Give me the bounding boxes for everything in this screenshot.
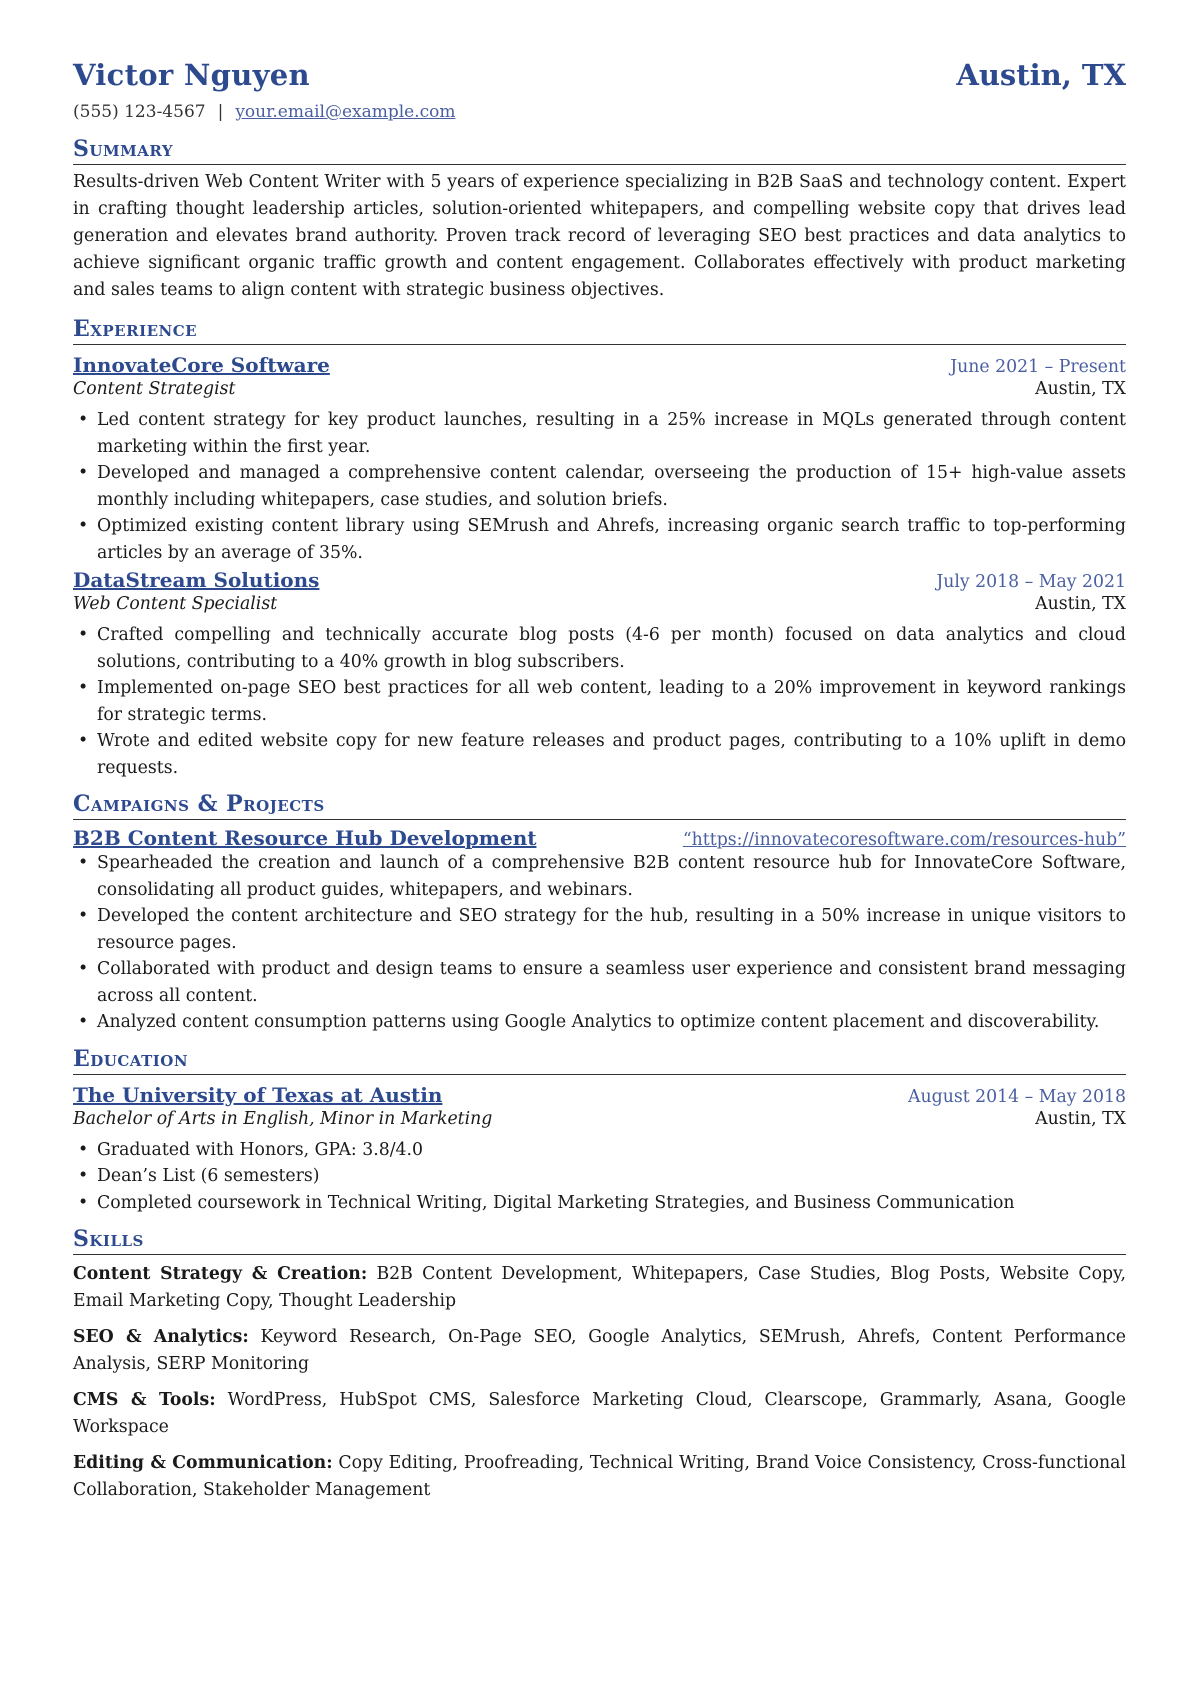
skills-heading: Skills — [73, 1226, 1126, 1255]
bullet-text: Implemented on-page SEO best practices for all web content, leading to a 20% improvement in keyword rankings for strategic terms. — [97, 678, 1126, 725]
experience-entry — [73, 353, 1126, 566]
skill-group — [73, 1324, 1126, 1378]
job-bullets — [73, 407, 1126, 566]
skill-group — [73, 1261, 1126, 1315]
list-item — [73, 1190, 1126, 1217]
bullet-text: Developed the content architecture and SEO strategy for the hub, resulting in a 50% increase in unique visitors to resource pages. — [97, 906, 1126, 953]
company-name[interactable]: DataStream Solutions — [73, 568, 320, 592]
summary-heading: Summary — [73, 136, 1126, 165]
list-item — [73, 1137, 1126, 1164]
bullet-icon: • — [78, 1192, 89, 1213]
resume-header — [73, 58, 1126, 92]
bullet-icon: • — [78, 410, 89, 430]
bullet-icon: • — [78, 1166, 89, 1186]
education-heading: Education — [73, 1046, 1126, 1075]
company-name[interactable]: InnovateCore Software — [73, 353, 330, 377]
job-bullets — [73, 622, 1126, 781]
candidate-name: Victor Nguyen — [73, 58, 310, 92]
email-link[interactable]: your.email@example.com — [235, 102, 456, 122]
list-item — [73, 728, 1126, 781]
skill-label: SEO & Analytics: — [73, 1327, 249, 1347]
job-dates: June 2021 – Present — [950, 357, 1126, 377]
bullet-icon: • — [78, 625, 89, 645]
contact-line — [73, 102, 1126, 122]
experience-entry — [73, 568, 1126, 781]
school-name[interactable]: The University of Texas at Austin — [73, 1082, 443, 1107]
resume-page — [73, 58, 1126, 1513]
skills-list — [73, 1261, 1126, 1504]
education-location: Austin, TX — [1035, 1108, 1126, 1129]
project-bullets — [73, 850, 1126, 1036]
job-title: Web Content Specialist — [73, 594, 278, 614]
project-title[interactable]: B2B Content Resource Hub Development — [73, 826, 537, 850]
bullet-text: Led content strategy for key product launches, resulting in a 25% increase in MQLs generated through content marketing within the first year. — [97, 410, 1126, 457]
project-link[interactable]: “https://innovatecoresoftware.com/resources-hub” — [682, 830, 1126, 850]
bullet-text: Analyzed content consumption patterns using Google Analytics to optimize content placement and discoverability. — [97, 1012, 1100, 1032]
contact-separator: | — [217, 102, 224, 122]
degree: Bachelor of Arts in English, Minor in Marketing — [73, 1108, 493, 1129]
projects-heading: Campaigns & Projects — [73, 791, 1126, 820]
job-location: Austin, TX — [1035, 379, 1126, 399]
skill-text: Keyword Research, On-Page SEO, Google Analytics, SEMrush, Ahrefs, Content Performance Analysis, SERP Monitoring — [73, 1327, 1127, 1374]
bullet-text: Developed and managed a comprehensive content calendar, overseeing the production of 15+ high-value assets monthly including whitepapers, case studies, and solution briefs. — [97, 463, 1126, 510]
experience-heading: Experience — [73, 316, 1126, 345]
skill-text: WordPress, HubSpot CMS, Salesforce Marketing Cloud, Clearscope, Grammarly, Asana, Google Workspace — [73, 1390, 1126, 1437]
list-item — [73, 956, 1126, 1009]
education-bullets — [73, 1137, 1126, 1217]
skill-label: Editing & Communication: — [73, 1453, 333, 1473]
job-title: Content Strategist — [73, 379, 236, 399]
bullet-icon: • — [78, 906, 89, 926]
list-item — [73, 850, 1126, 903]
bullet-text: Wrote and edited website copy for new feature releases and product pages, contributing to a 10% uplift in demo requests. — [97, 731, 1126, 778]
bullet-text: Graduated with Honors, GPA: 3.8/4.0 — [97, 1139, 424, 1160]
bullet-text: Optimized existing content library using SEMrush and Ahrefs, increasing organic search traffic to top-performing articles by an average of 35%. — [97, 516, 1126, 563]
list-item — [73, 903, 1126, 956]
list-item — [73, 513, 1126, 566]
bullet-icon: • — [78, 959, 89, 979]
list-item — [73, 675, 1126, 728]
education-entry — [73, 1083, 1126, 1217]
bullet-icon: • — [78, 678, 89, 698]
skill-text: B2B Content Development, Whitepapers, Case Studies, Blog Posts, Website Copy, Email Marketing Copy, Thought Leadership — [73, 1264, 1126, 1311]
bullet-text: Crafted compelling and technically accurate blog posts (4-6 per month) focused on data analytics and cloud solutions, contributing to a 40% growth in blog subscribers. — [97, 625, 1126, 672]
bullet-text: Dean’s List (6 semesters) — [97, 1166, 320, 1186]
bullet-icon: • — [78, 516, 89, 536]
list-item — [73, 1163, 1126, 1190]
skill-label: CMS & Tools: — [73, 1390, 216, 1410]
phone-number: (555) 123-4567 — [73, 102, 206, 122]
bullet-text: Completed coursework in Technical Writing, Digital Marketing Strategies, and Business Communication — [97, 1192, 1015, 1213]
bullet-icon: • — [78, 463, 89, 483]
list-item — [73, 407, 1126, 460]
candidate-location: Austin, TX — [956, 58, 1126, 92]
list-item — [73, 622, 1126, 675]
bullet-icon: • — [78, 1012, 89, 1032]
bullet-text: Collaborated with product and design teams to ensure a seamless user experience and consistent brand messaging across all content. — [97, 959, 1126, 1006]
list-item — [73, 1009, 1126, 1036]
job-dates: July 2018 – May 2021 — [936, 572, 1126, 592]
job-location: Austin, TX — [1035, 594, 1126, 614]
bullet-text: Spearheaded the creation and launch of a comprehensive B2B content resource hub for InnovateCore Software, consolidating all product guides, whitepapers, and webinars. — [97, 853, 1126, 900]
bullet-icon: • — [78, 731, 89, 751]
bullet-icon: • — [78, 853, 89, 873]
list-item — [73, 460, 1126, 513]
education-dates: August 2014 – May 2018 — [908, 1086, 1126, 1107]
summary-text: Results-driven Web Content Writer with 5 years of experience specializing in B2B SaaS and technology content. Expert in crafting thought leadership articles, solution-oriented whitepapers, and compelling website copy that drives lead generation and elevates brand authority. Proven track record of leveraging SEO best practices and data analytics to achieve significant organic traffic growth and content engagement. Collaborates effectively with product marketing and sales teams to align content with strategic business objectives. — [73, 172, 1126, 300]
skill-text: Copy Editing, Proofreading, Technical Writing, Brand Voice Consistency, Cross-functional Collaboration, Stakeholder Management — [73, 1453, 1126, 1500]
project-entry — [73, 826, 1126, 1036]
skill-group — [73, 1450, 1126, 1504]
skill-label: Content Strategy & Creation: — [73, 1264, 368, 1284]
skill-group — [73, 1387, 1126, 1441]
bullet-icon: • — [78, 1139, 89, 1160]
